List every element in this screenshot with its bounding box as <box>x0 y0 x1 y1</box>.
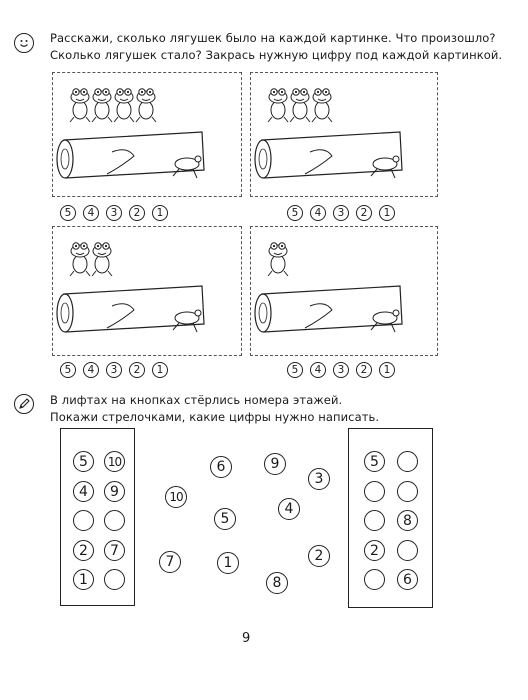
task1-line2: Сколько лягушек стало? Закрась нужную цифру под каждой картинкой. <box>50 48 503 62</box>
elevator-button[interactable] <box>364 481 385 502</box>
frog-icon <box>268 243 288 276</box>
elevator-button[interactable]: 4 <box>73 481 94 502</box>
frog-icon <box>268 89 288 122</box>
frog-icon <box>290 89 310 122</box>
elevator-button[interactable]: 7 <box>104 540 125 561</box>
elevator-button[interactable]: 1 <box>73 569 94 590</box>
frog-scene <box>57 243 204 332</box>
floating-number[interactable]: 10 <box>165 486 187 508</box>
elevator-button[interactable] <box>397 540 418 561</box>
log-end <box>255 140 271 178</box>
frog-scene <box>255 243 402 332</box>
task1-line1: Расскажи, сколько лягушек было на каждой картинке. Что произошло? <box>50 31 496 45</box>
elevator-button[interactable] <box>397 481 418 502</box>
frog-icon <box>312 89 332 122</box>
digit-option[interactable]: 2 <box>356 205 372 221</box>
elevator-button[interactable] <box>73 510 94 531</box>
digit-row-2 <box>287 205 395 221</box>
floating-number[interactable]: 6 <box>210 456 232 478</box>
digit-row-4 <box>287 362 395 378</box>
digit-option[interactable]: 2 <box>129 205 145 221</box>
digit-option[interactable]: 3 <box>333 205 349 221</box>
elevator-button[interactable] <box>364 510 385 531</box>
digit-option[interactable]: 4 <box>83 205 99 221</box>
elevator-panel-right <box>348 428 433 608</box>
log-end <box>255 294 271 332</box>
digit-option[interactable]: 1 <box>152 362 168 378</box>
elevator-button[interactable]: 10 <box>104 451 125 472</box>
digit-option[interactable]: 5 <box>287 362 303 378</box>
digit-option[interactable]: 2 <box>356 362 372 378</box>
digit-option[interactable]: 3 <box>106 362 122 378</box>
log-body <box>262 286 402 332</box>
floating-number[interactable]: 2 <box>308 545 330 567</box>
elevator-button[interactable] <box>104 569 125 590</box>
task2-line1: В лифтах на кнопках стёрлись номера этажей. <box>50 393 343 407</box>
page-number: 9 <box>242 631 251 646</box>
digit-row-1 <box>60 205 168 221</box>
digit-option[interactable]: 2 <box>129 362 145 378</box>
elevator-button[interactable] <box>364 569 385 590</box>
frog-scene <box>57 89 204 178</box>
digit-option[interactable]: 1 <box>379 205 395 221</box>
digit-row-3 <box>60 362 168 378</box>
frog-icon <box>136 89 156 122</box>
floating-number[interactable]: 4 <box>278 498 300 520</box>
elevator-button[interactable] <box>397 451 418 472</box>
digit-option[interactable]: 3 <box>333 362 349 378</box>
digit-option[interactable]: 1 <box>379 362 395 378</box>
digit-option[interactable]: 4 <box>310 362 326 378</box>
log-body <box>64 286 204 332</box>
digit-option[interactable]: 5 <box>287 205 303 221</box>
elevator-button[interactable]: 9 <box>104 481 125 502</box>
task2-instructions <box>50 392 520 426</box>
log-end <box>57 294 73 332</box>
frog-icon <box>70 243 90 276</box>
floating-number[interactable]: 5 <box>214 508 236 530</box>
digit-option[interactable]: 5 <box>60 362 76 378</box>
elevator-button[interactable]: 6 <box>397 569 418 590</box>
digit-option[interactable]: 1 <box>152 205 168 221</box>
frog-icon <box>114 89 134 122</box>
floating-number[interactable]: 7 <box>159 551 181 573</box>
log-body <box>262 132 402 178</box>
elevator-button[interactable]: 5 <box>73 451 94 472</box>
pencil-icon <box>14 394 34 414</box>
digit-option[interactable]: 4 <box>310 205 326 221</box>
elevator-button[interactable] <box>104 510 125 531</box>
floating-number[interactable]: 8 <box>266 572 288 594</box>
floating-number[interactable]: 1 <box>217 552 239 574</box>
digit-option[interactable]: 5 <box>60 205 76 221</box>
frog-icon <box>92 243 112 276</box>
frog-icon <box>92 89 112 122</box>
digit-option[interactable]: 3 <box>106 205 122 221</box>
elevator-button[interactable]: 2 <box>364 540 385 561</box>
elevator-button[interactable]: 2 <box>73 540 94 561</box>
log-end <box>57 140 73 178</box>
frog-scene <box>255 89 402 178</box>
frog-icon <box>70 89 90 122</box>
digit-option[interactable]: 4 <box>83 362 99 378</box>
log-body <box>64 132 204 178</box>
elevator-button[interactable]: 8 <box>397 510 418 531</box>
task2-line2: Покажи стрелочками, какие цифры нужно написать. <box>50 410 380 424</box>
elevator-button[interactable]: 5 <box>364 451 385 472</box>
floating-number[interactable]: 9 <box>264 453 286 475</box>
floating-number[interactable]: 3 <box>308 468 330 490</box>
